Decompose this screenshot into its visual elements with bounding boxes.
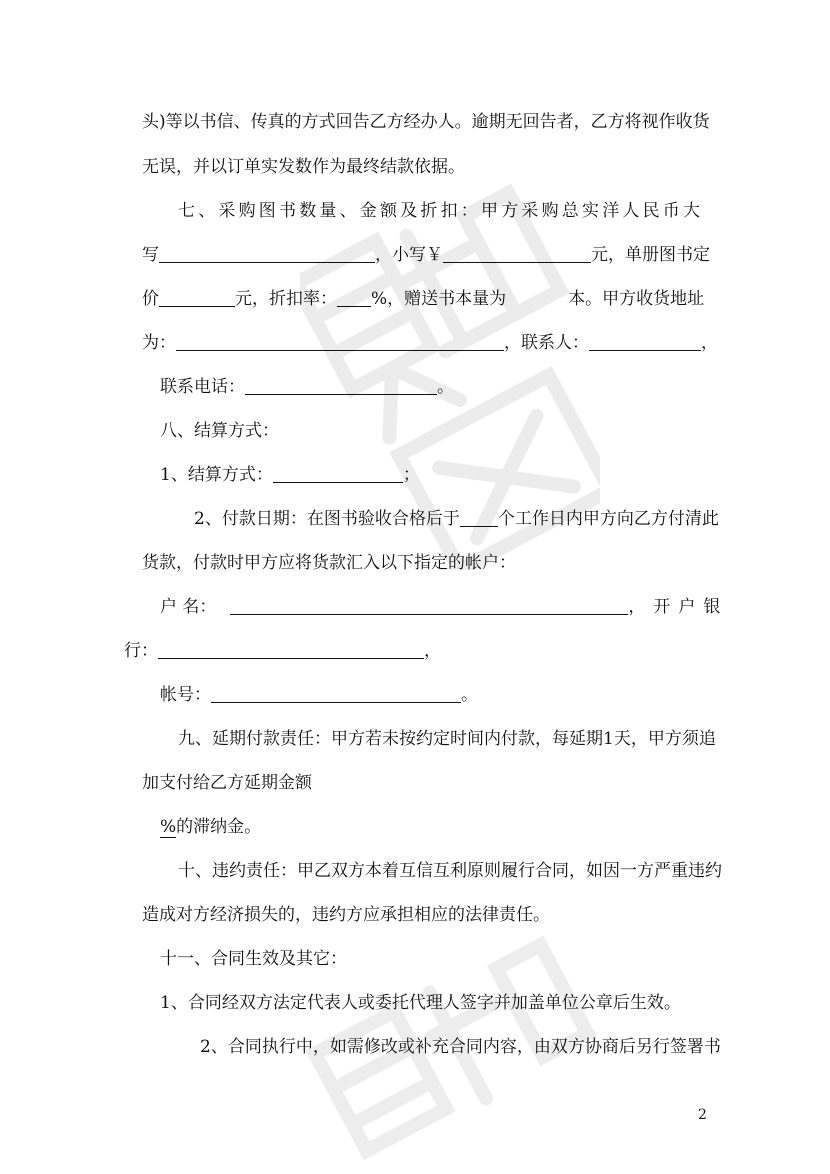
text-line: %的滞纳金。 bbox=[160, 817, 262, 837]
text-line: 造成对方经济损失的，违约方应承担相应的法律责任。 bbox=[142, 905, 550, 925]
blank-field[interactable] bbox=[230, 596, 628, 615]
blank-field[interactable] bbox=[159, 288, 235, 307]
text-line: 加支付给乙方延期金额 bbox=[142, 773, 312, 793]
blank-field[interactable] bbox=[159, 244, 375, 263]
blank-field[interactable] bbox=[460, 508, 498, 527]
section-10-line: 十、违约责任：甲乙双方本着互信互利原则履行合同，如因一方严重违约 bbox=[178, 861, 722, 881]
blank-field[interactable] bbox=[211, 684, 461, 703]
blank-field[interactable] bbox=[245, 376, 437, 395]
blank-field[interactable] bbox=[158, 640, 424, 659]
section-7-price-line: 价 元，折扣率： %，赠送书本量为 本。甲方收货地址 bbox=[142, 289, 705, 309]
text-line: 货款，付款时甲方应将货款汇入以下指定的帐户： bbox=[142, 553, 516, 573]
blank-field[interactable] bbox=[443, 244, 591, 263]
blank-field[interactable] bbox=[273, 464, 403, 483]
blank-field[interactable] bbox=[176, 332, 504, 351]
section-7-address-line: 为： ，联系人： ， bbox=[142, 333, 718, 353]
section-11-title: 十一、合同生效及其它： bbox=[160, 949, 347, 969]
section-8-title: 八、结算方式： bbox=[160, 421, 279, 441]
text-line: 无误，并以订单实发数作为最终结款依据。 bbox=[142, 157, 465, 177]
account-name-line: 户 名： ，开户银 bbox=[160, 597, 729, 617]
section-7-title: 七、采购图书数量、金额及折扣：甲方采购总实洋人民币大 bbox=[178, 201, 704, 221]
page-number: 2 bbox=[698, 1107, 707, 1123]
section-11-item-1: 1、合同经双方法定代表人或委托代理人签字并加盖单位公章后生效。 bbox=[160, 993, 681, 1013]
blank-field[interactable] bbox=[589, 332, 701, 351]
text-line: 头)等以书信、传真的方式回告乙方经办人。逾期无回告者，乙方将视作收货 bbox=[142, 112, 710, 132]
section-7-total-line: 写 ，小写￥ 元，单册图书定 bbox=[142, 245, 710, 265]
blank-field[interactable] bbox=[337, 288, 371, 307]
section-7-phone-line: 联系电话： 。 bbox=[160, 377, 454, 397]
account-bank-line: 行： ， bbox=[124, 641, 441, 661]
section-11-item-2: 2、合同执行中，如需修改或补充合同内容，由双方协商后另行签署书 bbox=[200, 1037, 721, 1057]
section-9-line: 九、延期付款责任：甲方若未按约定时间内付款，每延期1天，甲方须追 bbox=[178, 729, 716, 749]
section-8-item-2: 2、付款日期：在图书验收合格后于 个工作日内甲方向乙方付清此 bbox=[194, 509, 719, 529]
section-8-item-1: 1、结算方式： ； bbox=[160, 465, 420, 485]
account-number-line: 帐号： 。 bbox=[160, 685, 478, 705]
percent-blank[interactable]: % bbox=[160, 817, 177, 837]
